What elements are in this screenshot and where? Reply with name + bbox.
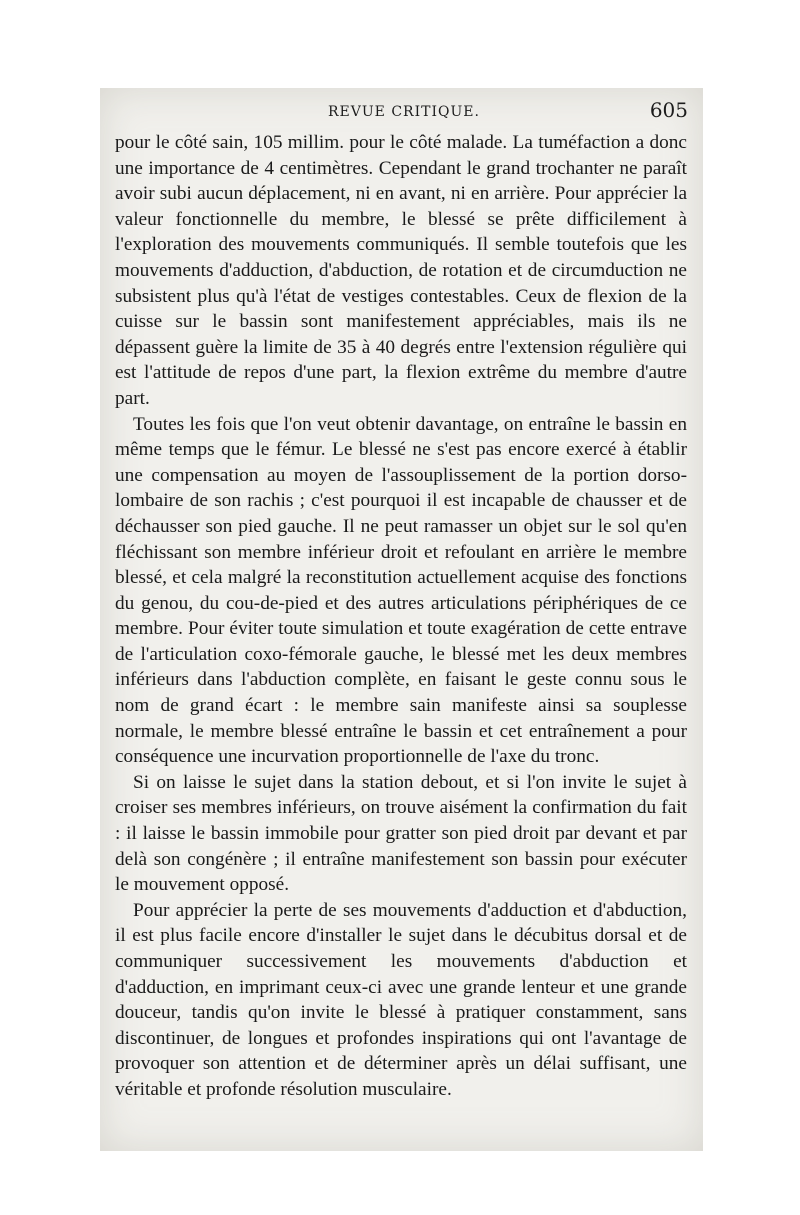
paragraph-4: Pour apprécier la perte de ses mouvements d'adduction et d'abduction, il est plus facile encore d'installer le sujet dans le décubitus dorsal et de communiquer successivement les mouvements d'abduction et d'adduction, en imprimant ceux-ci avec une grande lenteur et une grande douceur, tandis qu'on invite le blessé à pratiquer constamment, sans discontinuer, de longues et profondes inspirations qui ont l'avantage de provoquer son attention et de déterminer après un délai suffisant, une véritable et profonde résolution musculaire. [115, 899, 687, 1100]
page-number: 605 [649, 98, 688, 122]
running-head: REVUE CRITIQUE. [328, 104, 480, 120]
page-header [108, 98, 688, 126]
paragraph-1: pour le côté sain, 105 millim. pour le côté malade. La tuméfaction a donc une importance de 4 centimètres. Cependant le grand trochanter ne paraît avoir subi aucun déplacement, ni en avant, ni en arrière. Pour apprécier la valeur fonctionnelle du membre, le blessé se prête difficilement à l'exploration des mouvements communiqués. Il semble toutefois que les mouvements d'adduction, d'abduction, de rotation et de circumduction ne subsistent plus qu'à l'état de vestiges contestables. Ceux de flexion de la cuisse sur le bassin sont manifestement appréciables, mais ils ne dépassent guère la limite de 35 à 40 degrés entre l'extension régulière qui est l'attitude de repos d'une part, la flexion extrême du membre d'autre part. [115, 132, 687, 409]
paragraph-3: Si on laisse le sujet dans la station debout, et si l'on invite le sujet à croiser ses membres inférieurs, on trouve aisément la confirmation du fait : il laisse le bassin immobile pour gratter son pied droit par devant et par delà son congénère ; il entraîne manifestement son bassin pour exécuter le mouvement opposé. [115, 771, 687, 896]
body-text [115, 130, 687, 1103]
paragraph-2: Toutes les fois que l'on veut obtenir davantage, on entraîne le bassin en même temps que le fémur. Le blessé ne s'est pas encore exercé à établir une compensation au moyen de l'assouplissement de la portion dorso-lombaire de son rachis ; c'est pourquoi il est incapable de chausser et de déchausser son pied gauche. Il ne peut ramasser un objet sur le sol qu'en fléchissant son membre inférieur droit et refoulant en arrière le membre blessé, et cela malgré la reconstitution actuellement acquise des fonctions du genou, du cou-de-pied et des autres articulations périphériques de ce membre. Pour éviter toute simulation et toute exagération de cette entrave de l'articulation coxo-fémorale gauche, le blessé met les deux membres inférieurs dans l'abduction complète, en faisant le geste connu sous le nom de grand écart : le membre sain manifeste ainsi sa souplesse normale, le membre blessé entraîne le bassin et cet entraînement a pour conséquence une incurvation proportionnelle de l'axe du tronc. [115, 413, 687, 768]
